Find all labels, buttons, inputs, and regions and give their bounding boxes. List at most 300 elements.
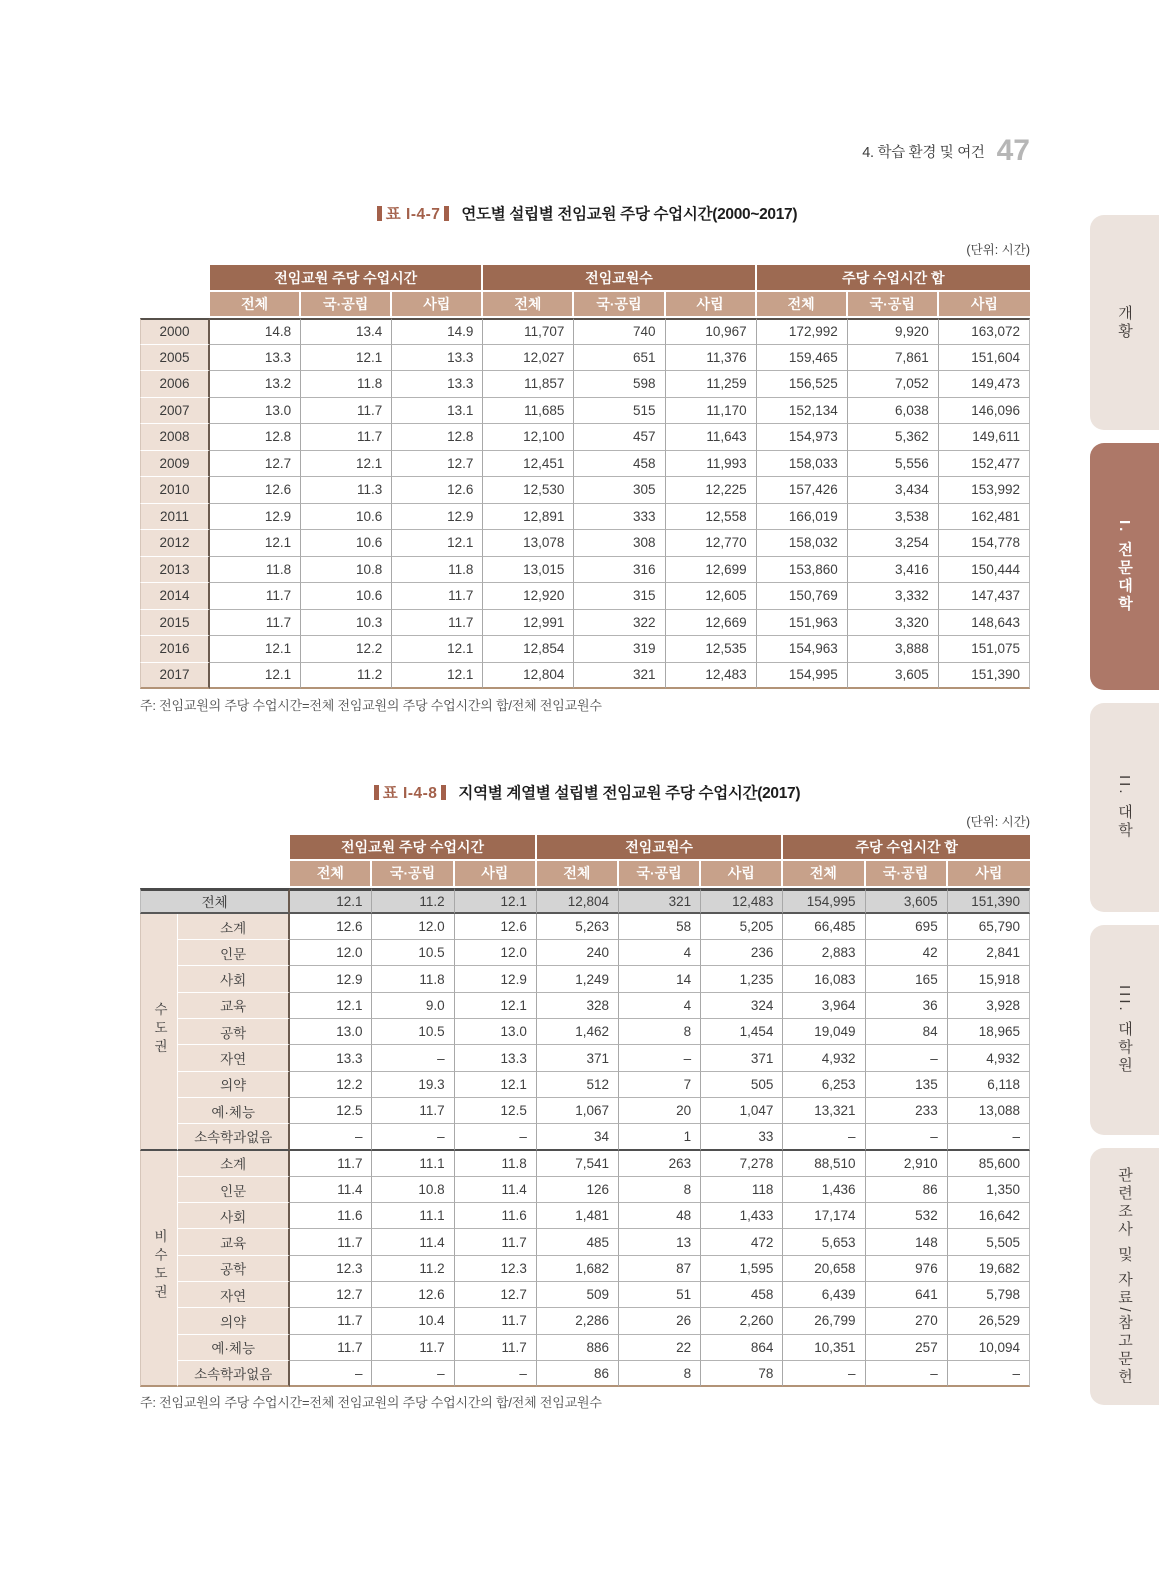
value-cell: 12.1 <box>455 1072 537 1098</box>
value-cell: 12,804 <box>483 663 574 690</box>
value-cell: 1,249 <box>537 966 619 992</box>
value-cell: 11.8 <box>372 966 454 992</box>
value-cell: 10.5 <box>372 1019 454 1045</box>
value-cell: 84 <box>866 1019 948 1045</box>
column-subheader: 국·공립 <box>301 292 392 318</box>
value-cell: 2,260 <box>701 1308 783 1334</box>
table-row <box>140 1098 1030 1124</box>
value-cell: 257 <box>866 1335 948 1361</box>
value-cell: 9.0 <box>372 993 454 1019</box>
value-cell: 13,088 <box>948 1098 1030 1124</box>
value-cell: – <box>783 1361 865 1387</box>
value-cell: 10.8 <box>372 1177 454 1203</box>
value-cell: 976 <box>866 1256 948 1282</box>
value-cell: 6,038 <box>848 398 939 425</box>
value-cell: 1,433 <box>701 1203 783 1229</box>
value-cell: 12.3 <box>290 1256 372 1282</box>
year-cell: 2008 <box>140 424 210 451</box>
table-row <box>140 1019 1030 1045</box>
value-cell: 12.6 <box>290 914 372 940</box>
value-cell: 162,481 <box>939 504 1030 531</box>
value-cell: 12.5 <box>290 1098 372 1124</box>
value-cell: 886 <box>537 1335 619 1361</box>
column-subheader: 사립 <box>701 861 783 887</box>
value-cell: 13.1 <box>392 398 483 425</box>
value-cell: 12.1 <box>301 451 392 478</box>
value-cell: 36 <box>866 993 948 1019</box>
value-cell: 148,643 <box>939 610 1030 637</box>
value-cell: 308 <box>574 530 665 557</box>
page-number: 47 <box>996 134 1030 167</box>
value-cell: 305 <box>574 477 665 504</box>
value-cell: 154,973 <box>757 424 848 451</box>
value-cell: 740 <box>574 318 665 345</box>
value-cell: 146,096 <box>939 398 1030 425</box>
value-cell: 5,362 <box>848 424 939 451</box>
value-cell: 3,332 <box>848 583 939 610</box>
year-cell: 2012 <box>140 530 210 557</box>
table-row <box>140 636 1030 663</box>
category-cell: 교육 <box>178 1229 290 1255</box>
value-cell: 321 <box>574 663 665 690</box>
value-cell: 7 <box>619 1072 701 1098</box>
value-cell: 322 <box>574 610 665 637</box>
value-cell: 12,530 <box>483 477 574 504</box>
value-cell: 316 <box>574 557 665 584</box>
value-cell: 12.7 <box>210 451 301 478</box>
sidebar-tab-label: 개황 <box>1116 304 1133 341</box>
value-cell: 12.0 <box>455 940 537 966</box>
value-cell: 12,699 <box>666 557 757 584</box>
value-cell: 6,253 <box>783 1072 865 1098</box>
value-cell: 150,769 <box>757 583 848 610</box>
value-cell: 7,541 <box>537 1151 619 1177</box>
column-group-header: 전임교원 주당 수업시간 <box>290 835 537 861</box>
value-cell: – <box>619 1045 701 1071</box>
value-cell: – <box>372 1361 454 1387</box>
value-cell: 19,049 <box>783 1019 865 1045</box>
value-cell: 371 <box>537 1045 619 1071</box>
category-cell: 사회 <box>178 1203 290 1229</box>
value-cell: 14.8 <box>210 318 301 345</box>
value-cell: 12,483 <box>666 663 757 690</box>
value-cell: 12.6 <box>455 914 537 940</box>
value-cell: 233 <box>866 1098 948 1124</box>
region-cell <box>140 1151 178 1388</box>
value-cell: 147,437 <box>939 583 1030 610</box>
column-group-header: 주당 수업시간 합 <box>783 835 1030 861</box>
year-cell: 2000 <box>140 318 210 345</box>
table1-title <box>140 202 1030 224</box>
region-cell <box>140 914 178 1151</box>
table-row <box>140 1361 1030 1387</box>
value-cell: 7,278 <box>701 1151 783 1177</box>
corner-cell <box>140 835 290 888</box>
value-cell: 11.7 <box>290 1335 372 1361</box>
value-cell: 51 <box>619 1282 701 1308</box>
value-cell: 8 <box>619 1361 701 1387</box>
value-cell: 78 <box>701 1361 783 1387</box>
table-row <box>140 1256 1030 1282</box>
category-cell: 예·체능 <box>178 1335 290 1361</box>
value-cell: 16,642 <box>948 1203 1030 1229</box>
sidebar-tab-overview[interactable] <box>1090 215 1159 430</box>
value-cell: 11.7 <box>301 398 392 425</box>
value-cell: – <box>866 1045 948 1071</box>
sidebar-tab-related-surveys[interactable] <box>1090 1148 1159 1405</box>
value-cell: 11,857 <box>483 371 574 398</box>
value-cell: 10.6 <box>301 583 392 610</box>
value-cell: 12.0 <box>290 940 372 966</box>
value-cell: 13.4 <box>301 318 392 345</box>
value-cell: 11.7 <box>372 1335 454 1361</box>
value-cell: 12.7 <box>455 1282 537 1308</box>
value-cell: 158,033 <box>757 451 848 478</box>
value-cell: 11.7 <box>455 1229 537 1255</box>
value-cell: 12.1 <box>392 663 483 690</box>
value-cell: 58 <box>619 914 701 940</box>
value-cell: 8 <box>619 1177 701 1203</box>
value-cell: 1,067 <box>537 1098 619 1124</box>
value-cell: 315 <box>574 583 665 610</box>
value-cell: 3,605 <box>866 888 948 914</box>
sidebar-tab-label: III. 대학원 <box>1116 985 1133 1075</box>
value-cell: 12.6 <box>392 477 483 504</box>
value-cell: 321 <box>619 888 701 914</box>
value-cell: 1,682 <box>537 1256 619 1282</box>
value-cell: 10.5 <box>372 940 454 966</box>
value-cell: 12.1 <box>210 663 301 690</box>
value-cell: 10.6 <box>301 530 392 557</box>
year-cell: 2007 <box>140 398 210 425</box>
table1-header <box>140 265 1030 318</box>
value-cell: 152,134 <box>757 398 848 425</box>
table-row <box>140 966 1030 992</box>
value-cell: 324 <box>701 993 783 1019</box>
value-cell: 864 <box>701 1335 783 1361</box>
value-cell: 9,920 <box>848 318 939 345</box>
column-subheader: 전체 <box>210 292 301 318</box>
value-cell: 12.2 <box>290 1072 372 1098</box>
value-cell: 319 <box>574 636 665 663</box>
value-cell: 3,416 <box>848 557 939 584</box>
value-cell: 172,992 <box>757 318 848 345</box>
value-cell: 163,072 <box>939 318 1030 345</box>
column-group-header: 주당 수업시간 합 <box>757 265 1030 292</box>
value-cell: 11.1 <box>372 1151 454 1177</box>
table2-unit-label: (단위: 시간) <box>966 815 1030 829</box>
value-cell: 13,015 <box>483 557 574 584</box>
table1-label: 표 I-4-7 <box>385 206 441 223</box>
column-subheader: 전체 <box>537 861 619 887</box>
value-cell: 515 <box>574 398 665 425</box>
value-cell: 11.6 <box>455 1203 537 1229</box>
table-row <box>140 1151 1030 1177</box>
value-cell: 695 <box>866 914 948 940</box>
table-row <box>140 940 1030 966</box>
year-cell: 2009 <box>140 451 210 478</box>
value-cell: 17,174 <box>783 1203 865 1229</box>
value-cell: 11,993 <box>666 451 757 478</box>
column-group-header: 전임교원수 <box>537 835 784 861</box>
value-cell: 12,854 <box>483 636 574 663</box>
value-cell: 333 <box>574 504 665 531</box>
category-cell: 예·체능 <box>178 1098 290 1124</box>
section-title: 4. 학습 환경 및 여건 <box>862 144 985 161</box>
table-row <box>140 371 1030 398</box>
value-cell: 472 <box>701 1229 783 1255</box>
table-row <box>140 1045 1030 1071</box>
sidebar-tab-junior-college[interactable] <box>1090 443 1159 690</box>
category-cell: 공학 <box>178 1019 290 1045</box>
table-row <box>140 993 1030 1019</box>
value-cell: 2,841 <box>948 940 1030 966</box>
table-row <box>140 451 1030 478</box>
title-marker-icon <box>374 785 379 800</box>
table-row <box>140 1229 1030 1255</box>
value-cell: – <box>948 1124 1030 1150</box>
region-label: 수도권 <box>152 1001 168 1058</box>
column-subheader: 사립 <box>948 861 1030 887</box>
sidebar-tab-label: 관련조사 및 자료/참고문헌 <box>1116 1166 1133 1387</box>
column-subheader: 전체 <box>783 861 865 887</box>
value-cell: 12.9 <box>455 966 537 992</box>
value-cell: 13.3 <box>455 1045 537 1071</box>
category-cell: 소계 <box>178 1151 290 1177</box>
value-cell: 11,259 <box>666 371 757 398</box>
column-group-header: 전임교원 주당 수업시간 <box>210 265 483 292</box>
value-cell: 12.5 <box>455 1098 537 1124</box>
value-cell: 14.9 <box>392 318 483 345</box>
value-cell: 156,525 <box>757 371 848 398</box>
value-cell: 11.4 <box>455 1177 537 1203</box>
corner-cell <box>140 265 210 318</box>
value-cell: 12,669 <box>666 610 757 637</box>
title-marker-icon <box>444 206 449 221</box>
column-subheader: 사립 <box>666 292 757 318</box>
value-cell: 12.7 <box>290 1282 372 1308</box>
value-cell: 12.2 <box>301 636 392 663</box>
value-cell: 1,350 <box>948 1177 1030 1203</box>
value-cell: 11,376 <box>666 345 757 372</box>
value-cell: – <box>783 1124 865 1150</box>
table-row <box>140 583 1030 610</box>
value-cell: 11.7 <box>210 610 301 637</box>
value-cell: 11.3 <box>301 477 392 504</box>
value-cell: 12,225 <box>666 477 757 504</box>
column-subheader: 사립 <box>939 292 1030 318</box>
value-cell: 5,556 <box>848 451 939 478</box>
value-cell: 65,790 <box>948 914 1030 940</box>
value-cell: 12,770 <box>666 530 757 557</box>
value-cell: 11.2 <box>372 888 454 914</box>
value-cell: 11.2 <box>372 1256 454 1282</box>
value-cell: 10,967 <box>666 318 757 345</box>
value-cell: 12,991 <box>483 610 574 637</box>
value-cell: 154,995 <box>783 888 865 914</box>
value-cell: – <box>866 1361 948 1387</box>
value-cell: 12.1 <box>290 993 372 1019</box>
value-cell: 153,992 <box>939 477 1030 504</box>
value-cell: 11.7 <box>392 610 483 637</box>
column-subheader: 전체 <box>757 292 848 318</box>
value-cell: 12.0 <box>372 914 454 940</box>
value-cell: 118 <box>701 1177 783 1203</box>
value-cell: 485 <box>537 1229 619 1255</box>
title-marker-icon <box>377 206 382 221</box>
value-cell: 2,883 <box>783 940 865 966</box>
value-cell: 13.3 <box>210 345 301 372</box>
value-cell: 18,965 <box>948 1019 1030 1045</box>
table-row <box>140 1124 1030 1150</box>
value-cell: 458 <box>701 1282 783 1308</box>
value-cell: 10,094 <box>948 1335 1030 1361</box>
value-cell: 641 <box>866 1282 948 1308</box>
value-cell: 12.6 <box>210 477 301 504</box>
value-cell: 457 <box>574 424 665 451</box>
sidebar-tab-graduate-school[interactable] <box>1090 925 1159 1135</box>
value-cell: 13.0 <box>455 1019 537 1045</box>
sidebar-tab-university[interactable] <box>1090 703 1159 912</box>
value-cell: 12.1 <box>301 345 392 372</box>
table1-unit-label: (단위: 시간) <box>966 243 1030 257</box>
table1-body <box>140 318 1030 689</box>
value-cell: 88,510 <box>783 1151 865 1177</box>
value-cell: 12,535 <box>666 636 757 663</box>
year-cell: 2005 <box>140 345 210 372</box>
sidebar-tab-label: II. 대학 <box>1116 775 1133 840</box>
value-cell: 3,605 <box>848 663 939 690</box>
year-cell: 2011 <box>140 504 210 531</box>
value-cell: 12.7 <box>392 451 483 478</box>
table-row <box>140 610 1030 637</box>
value-cell: 26,799 <box>783 1308 865 1334</box>
value-cell: 66,485 <box>783 914 865 940</box>
value-cell: 6,118 <box>948 1072 1030 1098</box>
value-cell: 11.7 <box>455 1308 537 1334</box>
value-cell: 4 <box>619 940 701 966</box>
table-row <box>140 1308 1030 1334</box>
value-cell: 11.6 <box>290 1203 372 1229</box>
value-cell: 16,083 <box>783 966 865 992</box>
value-cell: 11.7 <box>301 424 392 451</box>
value-cell: 505 <box>701 1072 783 1098</box>
value-cell: 6,439 <box>783 1282 865 1308</box>
value-cell: 12.3 <box>455 1256 537 1282</box>
value-cell: 148 <box>866 1229 948 1255</box>
column-subheader: 사립 <box>455 861 537 887</box>
value-cell: 11.1 <box>372 1203 454 1229</box>
value-cell: 149,473 <box>939 371 1030 398</box>
value-cell: 11.8 <box>455 1151 537 1177</box>
column-subheader: 국·공립 <box>848 292 939 318</box>
table-row <box>140 345 1030 372</box>
value-cell: 10.4 <box>372 1308 454 1334</box>
value-cell: 152,477 <box>939 451 1030 478</box>
value-cell: 154,995 <box>757 663 848 690</box>
value-cell: 153,860 <box>757 557 848 584</box>
year-cell: 2010 <box>140 477 210 504</box>
table1-note: 주: 전임교원의 주당 수업시간=전체 전임교원의 주당 수업시간의 합/전체 전임교원수 <box>140 698 602 713</box>
year-cell: 2006 <box>140 371 210 398</box>
value-cell: 7,052 <box>848 371 939 398</box>
value-cell: 11.7 <box>290 1308 372 1334</box>
value-cell: 2,910 <box>866 1151 948 1177</box>
value-cell: 86 <box>537 1361 619 1387</box>
category-cell: 의약 <box>178 1072 290 1098</box>
value-cell: 10.3 <box>301 610 392 637</box>
value-cell: 3,434 <box>848 477 939 504</box>
value-cell: 12.1 <box>210 530 301 557</box>
value-cell: 598 <box>574 371 665 398</box>
value-cell: 11.7 <box>290 1229 372 1255</box>
category-cell: 소속학과없음 <box>178 1361 290 1387</box>
total-label: 전체 <box>140 888 290 914</box>
value-cell: 12,451 <box>483 451 574 478</box>
value-cell: 5,798 <box>948 1282 1030 1308</box>
value-cell: 11.7 <box>392 583 483 610</box>
value-cell: 13 <box>619 1229 701 1255</box>
year-cell: 2015 <box>140 610 210 637</box>
value-cell: – <box>372 1045 454 1071</box>
value-cell: 158,032 <box>757 530 848 557</box>
value-cell: 13.3 <box>392 345 483 372</box>
value-cell: 1,454 <box>701 1019 783 1045</box>
column-subheader: 국·공립 <box>574 292 665 318</box>
table-row <box>140 1177 1030 1203</box>
value-cell: 19.3 <box>372 1072 454 1098</box>
value-cell: 5,505 <box>948 1229 1030 1255</box>
value-cell: 151,390 <box>948 888 1030 914</box>
value-cell: 3,320 <box>848 610 939 637</box>
value-cell: 87 <box>619 1256 701 1282</box>
table-row <box>140 663 1030 690</box>
value-cell: 5,205 <box>701 914 783 940</box>
value-cell: 48 <box>619 1203 701 1229</box>
table1-title-text: 연도별 설립별 전임교원 주당 수업시간(2000~2017) <box>461 206 798 223</box>
value-cell: 22 <box>619 1335 701 1361</box>
table-row <box>140 398 1030 425</box>
value-cell: 33 <box>701 1124 783 1150</box>
value-cell: 10.8 <box>301 557 392 584</box>
value-cell: – <box>290 1124 372 1150</box>
value-cell: 12.1 <box>210 636 301 663</box>
value-cell: 328 <box>537 993 619 1019</box>
value-cell: 11.4 <box>372 1229 454 1255</box>
table-row <box>140 557 1030 584</box>
value-cell: 5,263 <box>537 914 619 940</box>
column-subheader: 국·공립 <box>619 861 701 887</box>
value-cell: – <box>290 1361 372 1387</box>
value-cell: 11.2 <box>301 663 392 690</box>
table-row <box>140 1072 1030 1098</box>
value-cell: 159,465 <box>757 345 848 372</box>
value-cell: 11,685 <box>483 398 574 425</box>
value-cell: 151,963 <box>757 610 848 637</box>
value-cell: 157,426 <box>757 477 848 504</box>
table2-title-text: 지역별 계열별 설립별 전임교원 주당 수업시간(2017) <box>458 785 801 802</box>
value-cell: 13.3 <box>392 371 483 398</box>
category-cell: 소속학과없음 <box>178 1124 290 1150</box>
category-cell: 소계 <box>178 914 290 940</box>
category-cell: 공학 <box>178 1256 290 1282</box>
region-label: 비수도권 <box>152 1229 168 1304</box>
category-cell: 인문 <box>178 940 290 966</box>
value-cell: 263 <box>619 1151 701 1177</box>
value-cell: – <box>866 1124 948 1150</box>
table-row <box>140 1335 1030 1361</box>
value-cell: 11,707 <box>483 318 574 345</box>
